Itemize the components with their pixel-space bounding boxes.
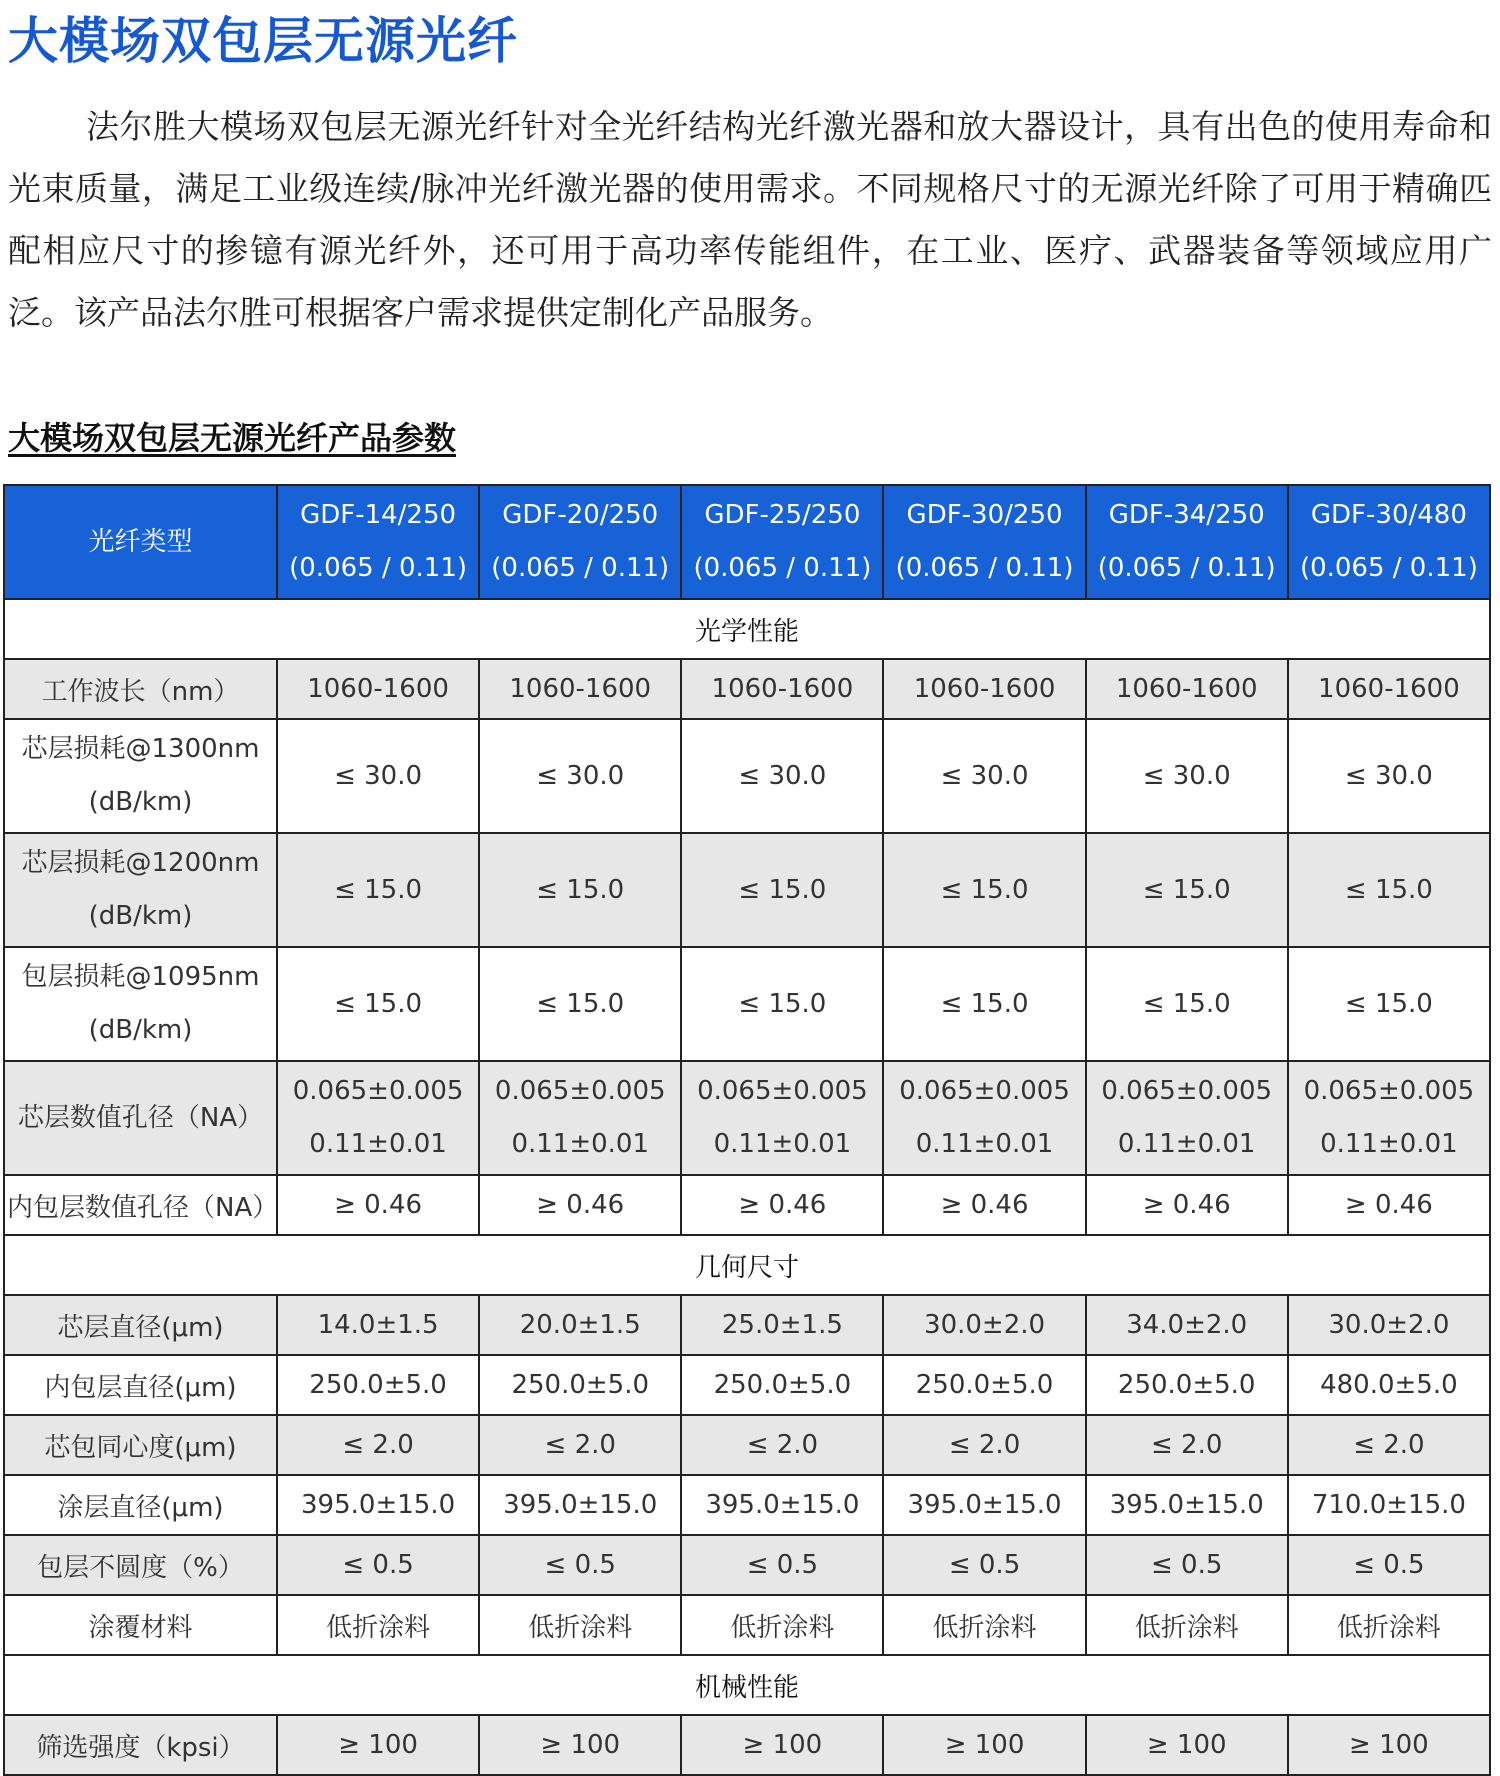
table-cell: 低折涂料 xyxy=(1288,1595,1490,1655)
section-geometry: 几何尺寸 xyxy=(4,1235,1490,1295)
table-cell: ≤ 2.0 xyxy=(1086,1415,1288,1475)
intro-paragraph: 法尔胜大模场双包层无源光纤针对全光纤结构光纤激光器和放大器设计，具有出色的使用寿命和光束质量，满足工业级连续/脉冲光纤激光器的使用需求。不同规格尺寸的无源光纤除了可用于精确匹配相应尺寸的掺镱有源光纤外，还可用于高功率传能组件，在工业、医疗、武器装备等领域应用广泛。该产品法尔胜可根据客户需求提供定制化产品服务。 xyxy=(8,107,1492,332)
table-cell: 1060-1600 xyxy=(883,659,1085,719)
table-cell: 395.0±15.0 xyxy=(277,1475,479,1535)
table-title: 大模场双包层无源光纤产品参数 xyxy=(8,419,457,457)
table-cell: 0.065±0.005 0.11±0.01 xyxy=(681,1061,883,1175)
table-cell: 低折涂料 xyxy=(681,1595,883,1655)
row-label: 包层不圆度（%） xyxy=(4,1535,277,1595)
table-cell: ≥ 0.46 xyxy=(1288,1175,1490,1235)
table-cell: ≤ 30.0 xyxy=(1086,719,1288,833)
header-model-1: GDF-14/250 (0.065 / 0.11) xyxy=(277,485,479,599)
table-cell: ≤ 0.5 xyxy=(681,1535,883,1595)
table-cell: ≤ 30.0 xyxy=(883,719,1085,833)
row-label: 内包层数值孔径（NA） xyxy=(4,1175,277,1235)
header-fiber-type: 光纤类型 xyxy=(4,485,277,599)
table-row xyxy=(4,1715,1490,1775)
table-cell: ≤ 2.0 xyxy=(277,1415,479,1475)
table-cell: 395.0±15.0 xyxy=(883,1475,1085,1535)
section-row-mechanical xyxy=(4,1655,1490,1715)
table-cell: 250.0±5.0 xyxy=(479,1355,681,1415)
table-cell: 34.0±2.0 xyxy=(1086,1295,1288,1355)
table-row xyxy=(4,1595,1490,1655)
table-cell: ≤ 2.0 xyxy=(1288,1415,1490,1475)
section-mechanical: 机械性能 xyxy=(4,1655,1490,1715)
table-cell: 0.065±0.005 0.11±0.01 xyxy=(479,1061,681,1175)
table-cell: ≤ 15.0 xyxy=(277,947,479,1061)
row-label: 芯包同心度(μm) xyxy=(4,1415,277,1475)
table-cell: ≥ 0.46 xyxy=(883,1175,1085,1235)
table-cell: ≤ 30.0 xyxy=(681,719,883,833)
row-label: 筛选强度（kpsi） xyxy=(4,1715,277,1775)
table-cell: ≤ 2.0 xyxy=(479,1415,681,1475)
page-title: 大模场双包层无源光纤 xyxy=(8,12,518,70)
table-cell: ≥ 100 xyxy=(277,1715,479,1775)
table-cell: ≤ 15.0 xyxy=(277,833,479,947)
table-cell: ≤ 15.0 xyxy=(883,947,1085,1061)
table-cell: ≥ 0.46 xyxy=(277,1175,479,1235)
table-cell: ≤ 15.0 xyxy=(681,833,883,947)
header-model-2: GDF-20/250 (0.065 / 0.11) xyxy=(479,485,681,599)
header-model-6: GDF-30/480 (0.065 / 0.11) xyxy=(1288,485,1490,599)
table-cell: 250.0±5.0 xyxy=(1086,1355,1288,1415)
table-cell: 低折涂料 xyxy=(277,1595,479,1655)
table-cell: ≥ 0.46 xyxy=(1086,1175,1288,1235)
table-cell: ≤ 15.0 xyxy=(1086,947,1288,1061)
table-cell: 30.0±2.0 xyxy=(1288,1295,1490,1355)
table-cell: ≤ 30.0 xyxy=(1288,719,1490,833)
table-cell: 1060-1600 xyxy=(1086,659,1288,719)
row-label: 芯层损耗@1300nm (dB/km) xyxy=(4,719,277,833)
table-cell: 0.065±0.005 0.11±0.01 xyxy=(1086,1061,1288,1175)
table-cell: ≥ 100 xyxy=(1288,1715,1490,1775)
table-cell: 250.0±5.0 xyxy=(883,1355,1085,1415)
table-cell: 710.0±15.0 xyxy=(1288,1475,1490,1535)
table-cell: ≤ 15.0 xyxy=(883,833,1085,947)
table-cell: 25.0±1.5 xyxy=(681,1295,883,1355)
table-row xyxy=(4,833,1490,947)
table-cell: 1060-1600 xyxy=(479,659,681,719)
table-cell: 14.0±1.5 xyxy=(277,1295,479,1355)
table-cell: 395.0±15.0 xyxy=(1086,1475,1288,1535)
table-cell: 0.065±0.005 0.11±0.01 xyxy=(883,1061,1085,1175)
table-cell: ≤ 0.5 xyxy=(1288,1535,1490,1595)
table-cell: ≤ 15.0 xyxy=(1288,947,1490,1061)
table-cell: ≥ 100 xyxy=(883,1715,1085,1775)
table-row xyxy=(4,947,1490,1061)
table-cell: ≥ 100 xyxy=(1086,1715,1288,1775)
table-row xyxy=(4,719,1490,833)
table-cell: ≤ 2.0 xyxy=(883,1415,1085,1475)
spec-table xyxy=(3,484,1491,1776)
section-row-geometry xyxy=(4,1235,1490,1295)
table-cell: 30.0±2.0 xyxy=(883,1295,1085,1355)
section-row-optical xyxy=(4,599,1490,659)
table-cell: ≥ 0.46 xyxy=(681,1175,883,1235)
header-model-4: GDF-30/250 (0.065 / 0.11) xyxy=(883,485,1085,599)
table-cell: ≤ 15.0 xyxy=(1086,833,1288,947)
header-model-3: GDF-25/250 (0.065 / 0.11) xyxy=(681,485,883,599)
table-cell: 低折涂料 xyxy=(883,1595,1085,1655)
table-row xyxy=(4,1535,1490,1595)
table-cell: ≥ 100 xyxy=(681,1715,883,1775)
table-cell: ≤ 15.0 xyxy=(1288,833,1490,947)
table-row xyxy=(4,1475,1490,1535)
table-cell: 250.0±5.0 xyxy=(277,1355,479,1415)
table-cell: ≤ 15.0 xyxy=(681,947,883,1061)
table-cell: ≤ 15.0 xyxy=(479,947,681,1061)
row-label: 芯层损耗@1200nm (dB/km) xyxy=(4,833,277,947)
table-cell: ≤ 0.5 xyxy=(479,1535,681,1595)
section-optical: 光学性能 xyxy=(4,599,1490,659)
table-cell: 20.0±1.5 xyxy=(479,1295,681,1355)
table-cell: 低折涂料 xyxy=(1086,1595,1288,1655)
table-cell: 1060-1600 xyxy=(681,659,883,719)
header-row xyxy=(4,485,1490,599)
table-cell: 250.0±5.0 xyxy=(681,1355,883,1415)
table-cell: ≤ 30.0 xyxy=(479,719,681,833)
table-cell: 0.065±0.005 0.11±0.01 xyxy=(1288,1061,1490,1175)
row-label: 内包层直径(μm) xyxy=(4,1355,277,1415)
table-row xyxy=(4,1175,1490,1235)
table-cell: ≥ 100 xyxy=(479,1715,681,1775)
row-label: 芯层数值孔径（NA） xyxy=(4,1061,277,1175)
row-label: 涂层直径(μm) xyxy=(4,1475,277,1535)
table-cell: 0.065±0.005 0.11±0.01 xyxy=(277,1061,479,1175)
table-cell: 395.0±15.0 xyxy=(479,1475,681,1535)
table-cell: ≤ 2.0 xyxy=(681,1415,883,1475)
table-row xyxy=(4,1355,1490,1415)
table-cell: 1060-1600 xyxy=(277,659,479,719)
row-label: 包层损耗@1095nm (dB/km) xyxy=(4,947,277,1061)
table-row xyxy=(4,1415,1490,1475)
table-row xyxy=(4,659,1490,719)
table-cell: ≤ 15.0 xyxy=(479,833,681,947)
table-cell: ≤ 0.5 xyxy=(883,1535,1085,1595)
table-cell: ≤ 30.0 xyxy=(277,719,479,833)
header-model-5: GDF-34/250 (0.065 / 0.11) xyxy=(1086,485,1288,599)
row-label: 芯层直径(μm) xyxy=(4,1295,277,1355)
row-label: 涂覆材料 xyxy=(4,1595,277,1655)
table-cell: 低折涂料 xyxy=(479,1595,681,1655)
table-row xyxy=(4,1295,1490,1355)
table-cell: ≤ 0.5 xyxy=(277,1535,479,1595)
table-cell: 395.0±15.0 xyxy=(681,1475,883,1535)
table-cell: 480.0±5.0 xyxy=(1288,1355,1490,1415)
row-label: 工作波长（nm） xyxy=(4,659,277,719)
table-cell: ≥ 0.46 xyxy=(479,1175,681,1235)
table-row xyxy=(4,1061,1490,1175)
table-cell: 1060-1600 xyxy=(1288,659,1490,719)
table-cell: ≤ 0.5 xyxy=(1086,1535,1288,1595)
